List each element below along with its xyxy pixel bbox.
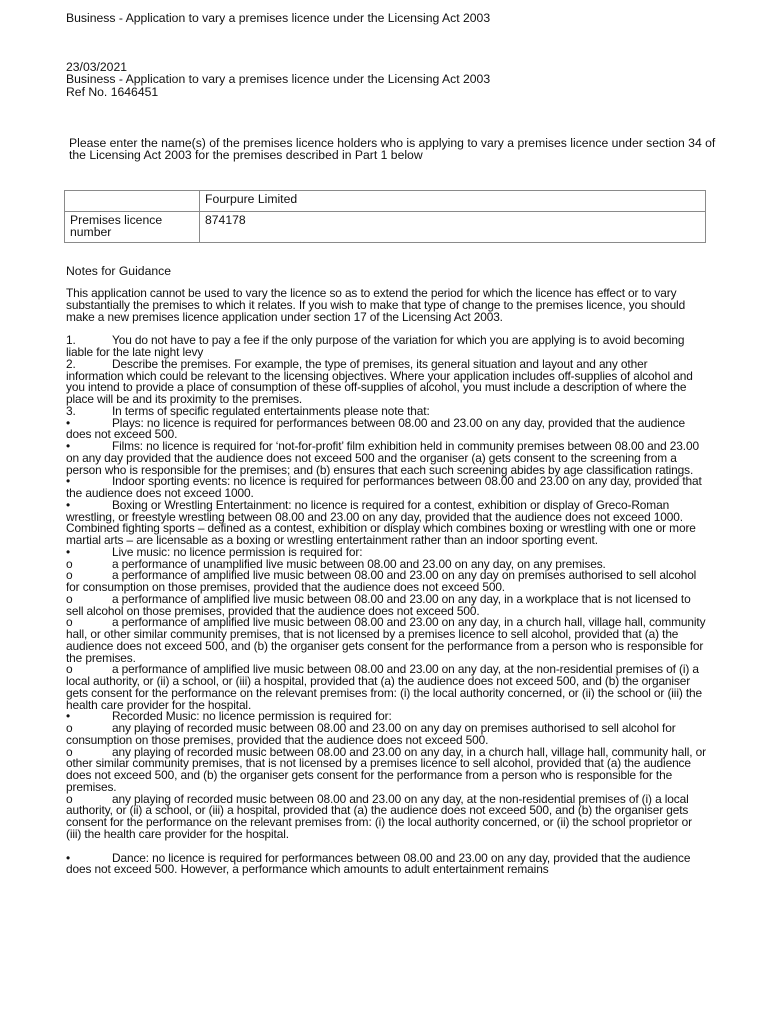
licence-holders-table [64,190,706,243]
list-item [66,441,706,476]
licence-number-cell: 874178 [200,212,706,243]
list-item-text: Dance: no licence is required for performances between 08.00 and 23.00 on any day, provided that the audience does not exceed 500. However, a performance which amounts to adult entertainment remains [66,850,691,877]
list-marker: • [66,544,71,559]
list-marker: o [66,791,73,806]
intro-instructions: Please enter the name(s) of the premises licence holders who is applying to vary a premises licence under section 34 of the Licensing Act 2003 for the premises described in Part 1 below [69,136,716,163]
page-header: Business - Application to vary a premises licence under the Licensing Act 2003 [66,11,491,25]
list-item-text: a performance of amplified live music between 08.00 and 23.00 on any day, at the non-residential premises of (i) a local authority, or (ii) a school, or (iii) a hospital, provided that (a) the audience does not exceed 500, and (b) the organiser gets consent for the performance on the relevant premises from: (i) the local authority concerned, or (ii) the school or (iii) the health care provider for the hospital. [66,662,703,712]
application-date: 23/03/2021 [66,60,127,74]
list-item-text: Indoor sporting events: no licence is required for performances between 08.00 and 23.00 on any day, provided that the audience does not exceed 1000. [66,474,702,500]
list-item-text: a performance of amplified live music between 08.00 and 23.00 on any day, in a church hall, village hall, community hall, or other similar community premises, that is not licensed by a premises licence to sell alcohol, provided that (a) the audience does not exceed 500, and (b) the organiser gets consent for the performance from a person who is responsible for the premises. [66,615,706,665]
list-item-text: a performance of amplified live music between 08.00 and 23.00 on any day, in a workplace that is not licensed to sell alcohol on those premises, provided that the audience does not exceed 500. [66,591,691,618]
holder-label-cell [65,191,200,212]
list-marker: 2. [66,356,76,371]
list-item-text: any playing of recorded music between 08.00 and 23.00 on any day, in a church hall, village hall, community hall, or other similar community premises, that is not licensed by a premises licence to sell alcohol, provided that (a) the audience does not exceed 500, and (b) the organiser gets consent for the performance from a person who is responsible for the premises. [66,744,706,794]
list-marker: 3. [66,403,76,418]
list-marker: • [66,474,71,489]
list-marker: o [66,744,73,759]
list-item [66,617,706,664]
list-item [66,415,706,442]
list-marker: • [66,497,71,512]
list-item-text: Boxing or Wrestling Entertainment: no licence is required for a contest, exhibition or display of Greco-Roman wrestling, or freestyle wrestling between 08.00 and 23.00 on any day, provided that the audience does not exceed 1000. Combined fighting sports – defined as a contest, exhibition or display which combines boxing or wrestling with one or more martial arts – are licensable as a boxing or wrestling entertainment rather than an indoor sporting event. [66,497,696,547]
list-item-text: any playing of recorded music between 08.00 and 23.00 on any day, at the non-residential premises of (i) a local authority, or (ii) a school, or (iii) a hospital, provided that (a) the audience does not exceed 500, and (b) the organiser gets consent for the performance on the relevant premises from: (i) the local authority concerned, or (ii) the school proprietor or (iii) the health care provider for the hospital. [66,791,692,841]
list-marker: o [66,556,73,571]
list-marker: 1. [66,333,76,348]
list-item-text: a performance of amplified live music between 08.00 and 23.00 on any day on premises authorised to sell alcohol for consumption on those premises, provided that the audience does not exceed 500. [66,568,697,594]
list-marker: • [66,850,71,865]
table-row [65,191,706,212]
list-item-text: Recorded Music: no licence permission is required for: [112,709,392,724]
holder-name-cell: Fourpure Limited [200,191,706,212]
list-item [66,744,706,794]
application-meta [66,61,490,98]
list-item-text: Live music: no licence permission is required for: [112,544,363,559]
list-item-text: a performance of unamplified live music between 08.00 and 23.00 on any day, on any premises. [112,556,606,571]
list-item [66,591,706,618]
guidance-notes [66,288,706,876]
list-item-text: You do not have to pay a fee if the only purpose of the variation for which you are applying is to avoid becoming liable for the late night levy [66,333,685,359]
list-marker: • [66,709,71,724]
list-marker: • [66,439,71,453]
list-item-text: Describe the premises. For example, the type of premises, its general situation and layout and any other information which could be relevant to the licensing objectives. Where your application includes off-supplies of alcohol and you intend to provide a place of consumption of these off-supplies of alcohol, you must include a description of where the place will be and its proximity to the premises. [66,356,693,406]
notes-heading: Notes for Guidance [66,264,172,278]
list-item [66,570,706,594]
list-marker: o [66,568,73,583]
list-marker: o [66,591,73,606]
list-item [66,723,706,747]
list-marker: o [66,721,73,735]
guidance-paragraph: This application cannot be used to vary the licence so as to extend the period for which the licence has effect or to vary substantially the premises to which it relates. If you wish to make that type of change to the premises licence, you should make a new premises licence application under section 17 of the Licensing Act 2003. [66,286,686,324]
list-marker: o [66,615,73,630]
list-item [66,664,706,711]
list-item [66,335,706,359]
list-item-text: In terms of specific regulated entertainments please note that: [112,403,430,418]
list-marker: o [66,662,73,677]
list-item [66,850,706,877]
table-row [65,212,706,243]
licence-number-label-cell: Premises licence number [65,212,200,243]
list-item [66,497,706,547]
list-item-text: Plays: no licence is required for performances between 08.00 and 23.00 on any day, provided that the audience does not exceed 500. [66,415,686,442]
list-item [66,476,706,500]
list-item-text: Films: no licence is required for ‘not-for-profit’ film exhibition held in community premises between 08.00 and 23.00 on any day provided that the audience does not exceed 500 and the organiser (a) gets consent to the screening from a person who is responsible for the premises; and (b) ensures that each such screening abides by age classification ratings. [66,439,699,477]
reference-number: Ref No. 1646451 [66,84,159,99]
list-item [66,791,706,841]
application-title: Business - Application to vary a premises licence under the Licensing Act 2003 [66,72,491,87]
list-marker: • [66,415,71,430]
list-item-text: any playing of recorded music between 08.00 and 23.00 on any day on premises authorised to sell alcohol for consumption on those premises, provided that the audience does not exceed 500. [66,721,676,747]
list-item [66,356,706,406]
